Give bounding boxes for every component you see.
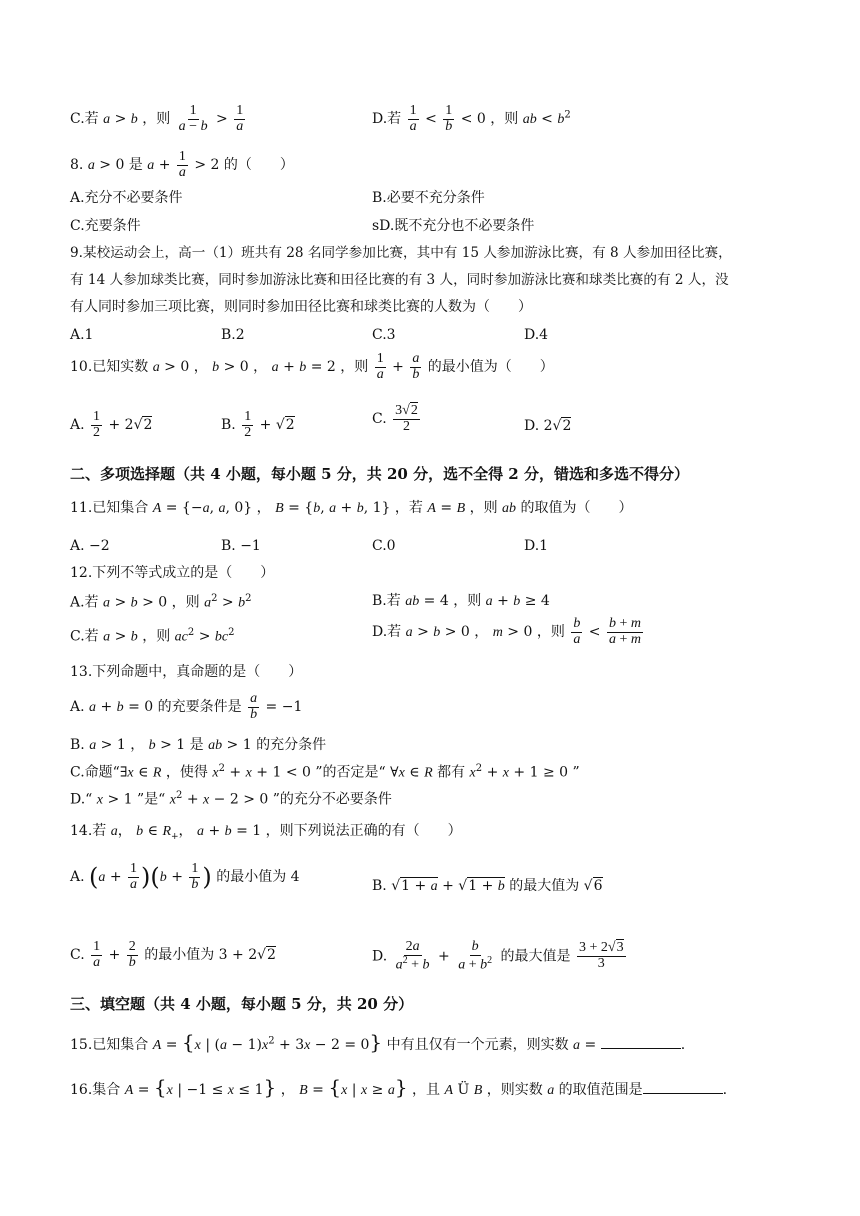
q13-stem: 13.下列命题中，真命题的是（ ） [70, 664, 303, 680]
q10-option-b: B. $\frac{1}{2}$ + √2 [221, 409, 295, 440]
q9-stem-line1: 9.某校运动会上，高一（1）班共有 28 名同学参加比赛，其中有 15 人参加游泳比赛，有 8 人参加田径比赛， [70, 245, 732, 261]
q10-option-d: D. 2√2 [524, 418, 572, 434]
q13-option-d: D.“ x > 1 ”是“ $x^2 + x - 2 > 0$ ”的充分不必要条件 [70, 790, 392, 808]
q7-option-c: C.若 a > b ，则 $\frac{1}{a - b}$ > $\frac{1}{a}$ [70, 103, 244, 134]
q9-option-b: B.2 [221, 327, 245, 343]
q9-stem-line2: 有 14 人参加球类比赛，同时参加游泳比赛和田径比赛的有 3 人，同时参加游泳比赛和球类比赛的有 2 人，没 [70, 272, 729, 288]
q7-option-d: D.若 $\frac{1}{a}$ < $\frac{1}{b}$ < 0 ，则 ab < $b^2$ [372, 103, 571, 134]
q12-option-a: A.若 a > b > 0 ，则 $a^2 > b^2$ [70, 593, 252, 611]
q14-stem: 14.若 a， b ∈ $R_+$， a + b = 1 ，则下列说法正确的有（ ） [70, 823, 462, 842]
q11-option-a: A. −2 [70, 538, 110, 554]
q15-stem: 15.已知集合 A = {x | $(a - 1)x^2 + 3x - 2 = 0$} 中有且仅有一个元素，则实数 a = . [70, 1030, 686, 1054]
q14-option-c: C. $\frac{1}{a}$ + $\frac{2}{b}$ 的最小值为 3 + 2√2 [70, 939, 276, 970]
q14-option-a: A. (a + $\frac{1}{a}$ )(b + $\frac{1}{b}$ ) 的最小值为 4 [70, 861, 300, 892]
q8-option-a: A.充分不必要条件 [70, 190, 183, 206]
q9-option-c: C.3 [372, 327, 396, 343]
q14-option-b: B. √1 + a + √1 + b 的最大值为 √6 [372, 878, 603, 894]
q12-option-b: B.若 ab = 4 ，则 a + b ≥ 4 [372, 593, 550, 609]
q8-option-d: sD.既不充分也不必要条件 [372, 218, 535, 234]
q8-option-b: B.必要不充分条件 [372, 190, 485, 206]
q13-option-b: B. a > 1 ， b > 1 是 ab > 1 的充分条件 [70, 737, 327, 753]
q8-stem: 8. a > 0 是 a + $\frac{1}{a}$ > 2 的（ ） [70, 149, 294, 180]
section-2-heading: 二、多项选择题（共 4 小题，每小题 5 分，共 20 分，选不全得 2 分，错选和多选不得分） [70, 465, 689, 483]
q9-option-a: A.1 [70, 327, 94, 343]
q10-option-a: A. $\frac{1}{2}$ + 2√2 [70, 409, 153, 440]
q8-option-c: C.充要条件 [70, 218, 141, 234]
q11-stem: 11.已知集合 A = {−a, a, 0} ， B = {b, a + b, 1} ，若 A = B ，则 ab 的取值为（ ） [70, 500, 633, 516]
q11-option-b: B. −1 [221, 538, 261, 554]
q10-option-c: C. $\frac{3√2}{2}$ [372, 403, 418, 434]
q10-stem: 10.已知实数 a > 0 ， b > 0 ， a + b = 2 ，则 $\frac{1}{a}$ + $\frac{a}{b}$ 的最小值为（ ） [70, 351, 554, 382]
q13-option-c: C.命题“∃x ∈ R ，使得 $x^2 + x + 1 < 0$ ”的否定是“ ∀x ∈ R 都有 $x^2 + x + 1 \ge 0$ ” [70, 763, 580, 781]
q14-option-d: D. $\frac{2a}{a^2 + b}$ + $\frac{b}{a + b^2}$ 的最大值是 $\frac{3 + 2√3}{3}$ [372, 939, 624, 973]
q9-option-d: D.4 [524, 327, 549, 343]
q9-stem-line3: 有人同时参加三项比赛，则同时参加田径比赛和球类比赛的人数为（ ） [70, 299, 532, 315]
q11-option-c: C.0 [372, 538, 396, 554]
q11-option-d: D.1 [524, 538, 549, 554]
section-3-heading: 三、填空题（共 4 小题，每小题 5 分，共 20 分） [70, 995, 414, 1013]
q16-stem: 16.集合 A = {x | −1 ≤ x ≤ 1} ， B = {x | x ≥ a} ，且 A Ü B ，则实数 a 的取值范围是 . [70, 1075, 728, 1099]
q12-stem: 12.下列不等式成立的是（ ） [70, 565, 275, 581]
q12-option-c: C.若 a > b ，则 $ac^2 > bc^2$ [70, 627, 235, 645]
q13-option-a: A. a + b = 0 的充要条件是 $\frac{a}{b}$ = −1 [70, 691, 303, 722]
q12-option-d: D.若 a > b > 0 ， m > 0 ，则 $\frac{b}{a}$ < $\frac{b + m}{a + m}$ [372, 616, 641, 647]
